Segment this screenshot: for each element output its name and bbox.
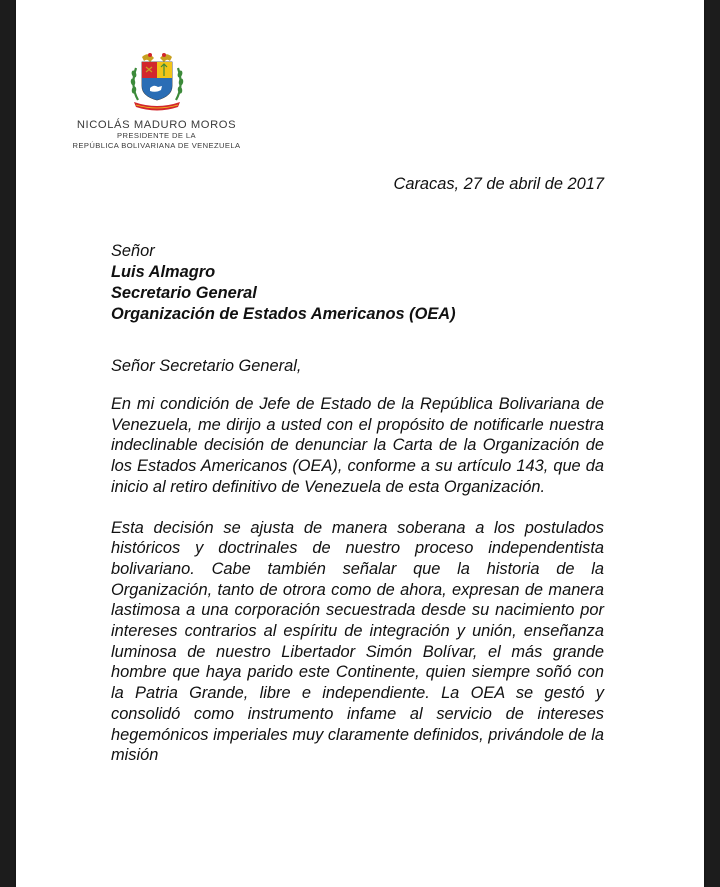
letter-page: [16, 0, 704, 887]
venezuela-coat-of-arms-icon: [128, 50, 186, 112]
recipient-position: Secretario General: [111, 284, 257, 302]
recipient-name: Luis Almagro: [111, 263, 216, 281]
recipient-organization: Organización de Estados Americanos (OEA): [111, 305, 456, 323]
greeting: Señor Secretario General,: [111, 357, 302, 375]
president-name: NICOLÁS MADURO MOROS: [76, 119, 237, 131]
body-paragraph-2: Esta decisión se ajusta de manera soberana a los postulados históricos y doctrinales de nuestro proceso independentista bolivariano. Cabe también señalar que la historia de la Organización, tanto de otrora como de ahora, expresan de manera lastimosa a una corporación secuestrada desde su nacimiento por intereses contrarios al espíritu de integración y unión, enseñanza luminosa de nuestro Libertador Simón Bolívar, el más grande hombre que haya parido este Continente, quien siempre soñó con la Patria Grande, libre e independiente. La OEA se gestó y consolidó como instrumento infame al servicio de intereses hegemónicos imperiales muy claramente definidos, privándole de la misión: [111, 518, 604, 765]
body-paragraph-1: En mi condición de Jefe de Estado de la República Bolivariana de Venezuela, me dirijo a usted con el propósito de notificarle nuestra indeclinable decisión de denunciar la Carta de la Organización de los Estados Americanos (OEA), conforme a su artículo 143, que da inicio al retiro definitivo de Venezuela de esta Organización.: [111, 395, 604, 496]
letter-date: Caracas, 27 de abril de 2017: [393, 175, 604, 193]
president-title-line-2: REPÚBLICA BOLIVARIANA DE VENEZUELA: [72, 141, 241, 150]
president-title-line-1: PRESIDENTE DE LA: [117, 131, 196, 140]
recipient-block: [111, 241, 604, 325]
letter-body: [111, 174, 604, 766]
letterhead: [64, 50, 249, 151]
recipient-salutation-title: Señor: [111, 242, 155, 260]
